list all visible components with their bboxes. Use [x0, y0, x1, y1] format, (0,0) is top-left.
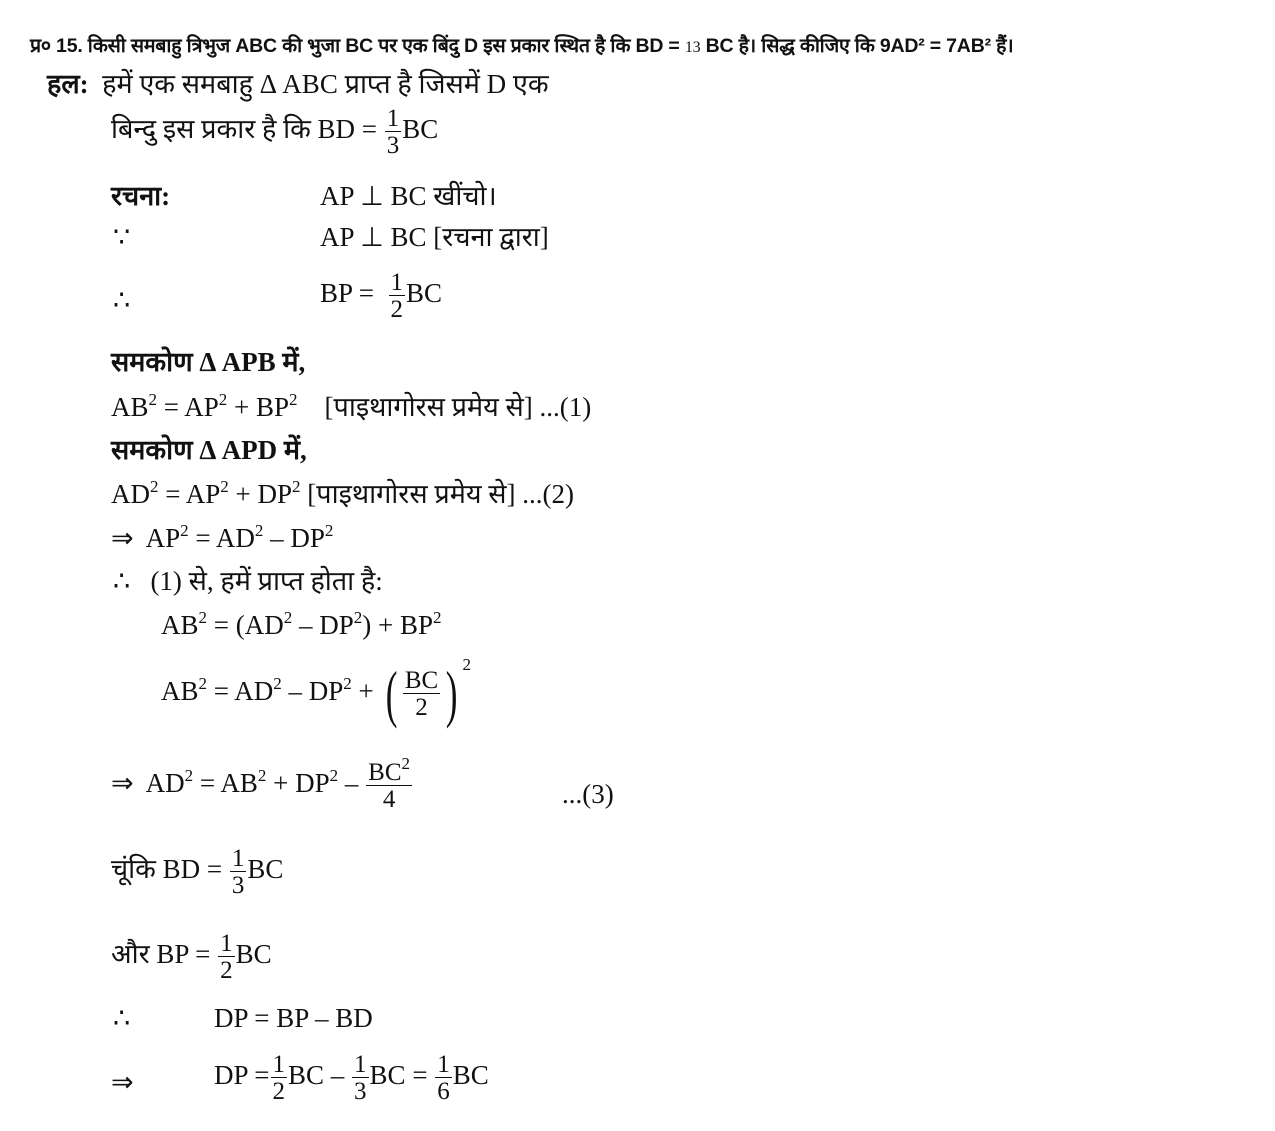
hal-label: हल: [47, 69, 89, 99]
and-bp: और BP = $\frac{1}{2}$ BC [111, 930, 272, 984]
fraction-one-half: $\frac{1}{2}$ [390, 269, 403, 323]
right-triangle-apb: समकोण Δ APB में, [111, 347, 306, 377]
equation-2b: ⇒ $AP^2 = AD^2 - DP^2$ [111, 521, 334, 553]
because-text: AP ⊥ BC [रचना द्वारा] [320, 222, 549, 252]
question-prefix: प्र० 15. किसी समबाहु त्रिभुज ABC की भुजा BC पर एक बिंदु D इस प्रकार स्थित है कि BD = [30, 35, 685, 57]
fraction-bc-over-2: $\frac{BC}{2}$ [404, 667, 439, 721]
equation-3: ⇒ $AD^2 = AB^2 + DP^2$ – $\frac{BC^2}{4}$ [111, 754, 410, 813]
bp-half-bc: BP = $\frac{1}{2}$ BC [320, 269, 443, 323]
fraction-one-half-2: $\frac{1}{2}$ [220, 930, 233, 984]
therefore-symbol-2: ∴ [113, 1003, 131, 1033]
solution-intro-line1 [47, 71, 549, 98]
dp-final: DP = $\frac{1}{2}$ BC – $\frac{1}{3}$ BC = $\frac{1}{6}$ BC [214, 1051, 489, 1105]
dp-eq: DP = BP – BD [214, 1003, 373, 1033]
question-text [30, 31, 1013, 58]
implies-symbol-final: ⇒ [111, 1067, 134, 1097]
equation-1: $AB^2 = AP^2 + BP^2$ [पाइथागोरस प्रमेय से] ...(1) [111, 390, 592, 422]
construction-label: रचना: [111, 181, 171, 211]
intro-text-2: बिन्दु इस प्रकार है कि BD = [111, 114, 378, 145]
equation-3-label: ...(3) [562, 779, 614, 809]
fraction-bc-sq-over-4: $\frac{BC^2}{4}$ [368, 754, 410, 813]
fraction-one-third-2: $\frac{1}{3}$ [231, 845, 245, 899]
solution-intro-line2: बिन्दु इस प्रकार है कि BD = $\frac{1}{3}$ BC [111, 105, 439, 159]
because-symbol: ∵ [113, 222, 131, 252]
from-equation-1: ∴ (1) से, हमें प्राप्त होता है: [113, 566, 383, 596]
right-triangle-apd: समकोण Δ APD में, [111, 435, 307, 465]
intro-text-1: हमें एक समबाहु Δ ABC प्राप्त है जिसमें D एक [102, 69, 549, 99]
question-ratio: 13 [684, 39, 701, 56]
construction-text: AP ⊥ BC खींचो। [320, 181, 497, 211]
fraction-one-third: $\frac{1}{3}$ [386, 105, 400, 159]
equation-3a: $AB^2 = (AD^2 - DP^2) + BP^2$ [161, 608, 442, 640]
equation-3b: $AB^2 = AD^2 - DP^2$ + ( $\frac{BC}{2}$ ) $^2$ [161, 655, 471, 729]
since-bd: चूंकि BD = $\frac{1}{3}$ BC [111, 845, 284, 899]
therefore-symbol-1: ∴ [113, 285, 131, 315]
equation-2: $AD^2 = AP^2 + DP^2$ [पाइथागोरस प्रमेय से] ...(2) [111, 477, 574, 509]
question-suffix: BC है। सिद्ध कीजिए कि 9AD² = 7AB² हैं। [700, 35, 1014, 57]
